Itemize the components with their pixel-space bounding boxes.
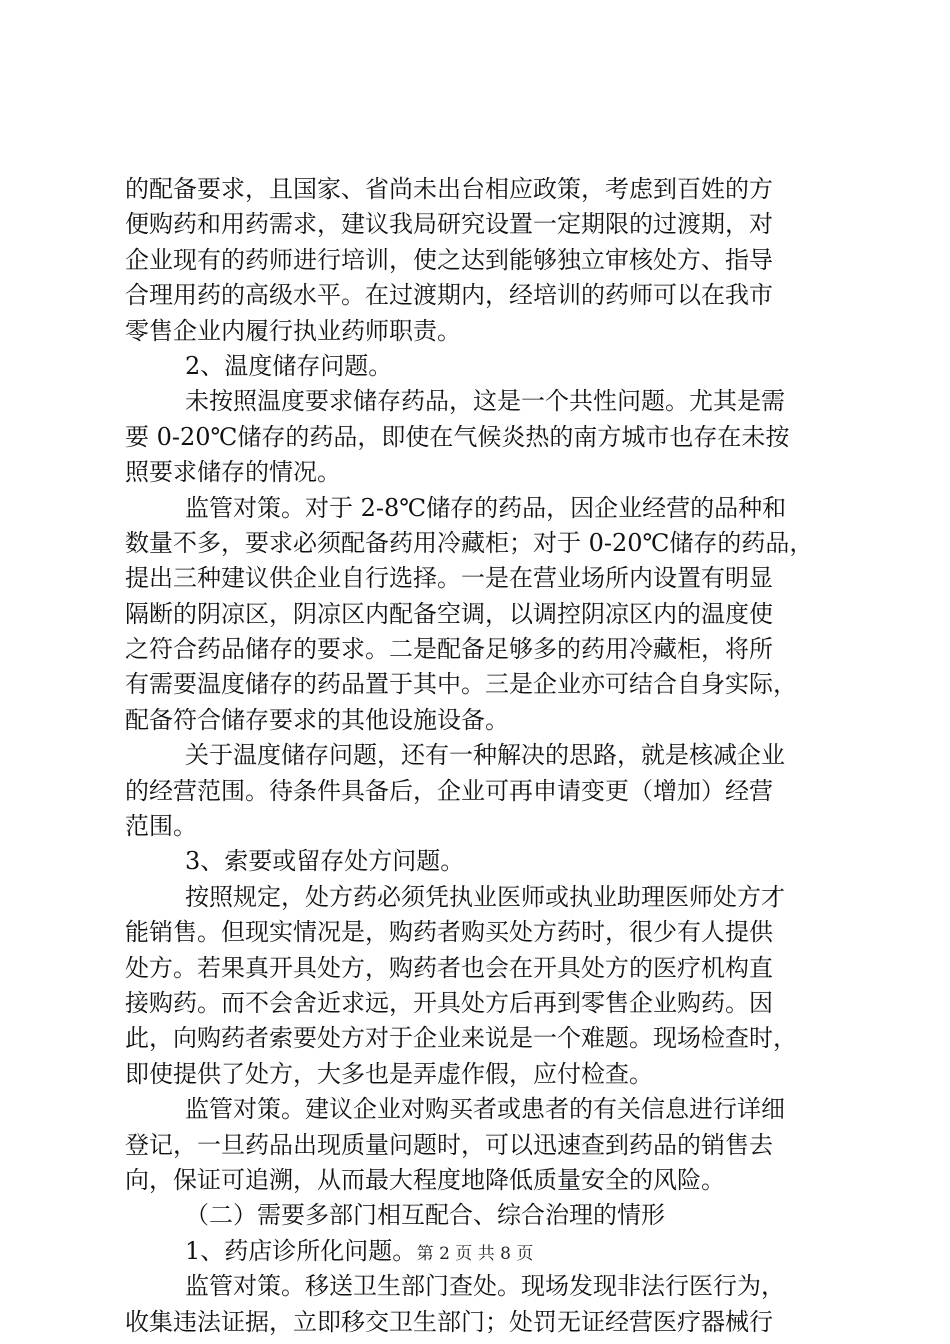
text-line: 照要求储存的情况。 xyxy=(125,458,341,487)
text-line: 未按照温度要求储存药品，这是一个共性问题。尤其是需 xyxy=(185,387,785,416)
text-line: 的配备要求，且国家、省尚未出台相应政策，考虑到百姓的方 xyxy=(125,175,773,203)
text-line: 之符合药品储存的要求。二是配备足够多的药用冷藏柜，将所 xyxy=(125,635,773,664)
text-line: 监管对策。移送卫生部门查处。现场发现非法行医行为， xyxy=(185,1272,785,1301)
text-line: 隔断的阴凉区，阴凉区内配备空调，以调控阴凉区内的温度使 xyxy=(125,599,773,628)
text-line: 合理用药的高级水平。在过渡期内，经培训的药师可以在我市 xyxy=(125,281,773,310)
text-line: 此，向购药者索要处方对于企业来说是一个难题。现场检查时， xyxy=(125,1024,797,1053)
text-line: 登记，一旦药品出现质量问题时，可以迅速查到药品的销售去 xyxy=(125,1130,773,1159)
text-line: 范围。 xyxy=(125,812,197,841)
text-line: 配备符合储存要求的其他设施设备。 xyxy=(125,705,509,734)
text-line: 处方。若果真开具处方，购药者也会在开具处方的医疗机构直 xyxy=(125,953,773,982)
text-line: 数量不多，要求必须配备药用冷藏柜；对于 0-20℃储存的药品， xyxy=(125,528,814,557)
text-line: 向，保证可追溯，从而最大程度地降低质量安全的风险。 xyxy=(125,1165,725,1194)
text-line: 有需要温度储存的药品置于其中。三是企业亦可结合自身实际， xyxy=(125,670,797,699)
text-line: 要 0-20℃储存的药品，即使在气候炎热的南方城市也存在未按 xyxy=(125,422,790,451)
text-line: 提出三种建议供企业自行选择。一是在营业场所内设置有明显 xyxy=(125,564,773,593)
text-line: （二）需要多部门相互配合、综合治理的情形 xyxy=(185,1201,665,1230)
text-line: 3、索要或留存处方问题。 xyxy=(185,847,465,876)
text-line: 能销售。但现实情况是，购药者购买处方药时，很少有人提供 xyxy=(125,918,773,947)
text-line: 即使提供了处方，大多也是弄虚作假，应付检查。 xyxy=(125,1059,653,1088)
text-line: 监管对策。对于 2-8℃储存的药品，因企业经营的品种和 xyxy=(185,493,787,522)
text-line: 收集违法证据，立即移交卫生部门；处罚无证经营医疗器械行 xyxy=(125,1307,773,1336)
text-line: 2、温度储存问题。 xyxy=(185,351,393,380)
text-line: 监管对策。建议企业对购买者或患者的有关信息进行详细 xyxy=(185,1095,785,1124)
document-body xyxy=(125,172,840,1340)
text-line: 零售企业内履行执业药师职责。 xyxy=(125,316,461,345)
text-line: 按照规定，处方药必须凭执业医师或执业助理医师处方才 xyxy=(185,882,785,911)
text-line: 便购药和用药需求，建议我局研究设置一定期限的过渡期，对 xyxy=(125,210,773,239)
text-line: 企业现有的药师进行培训，使之达到能够独立审核处方、指导 xyxy=(125,245,773,274)
text-line: 1、药店诊所化问题。 xyxy=(185,1236,417,1265)
text-line: 的经营范围。待条件具备后，企业可再申请变更（增加）经营 xyxy=(125,776,773,805)
text-line: 接购药。而不会舍近求远，开具处方后再到零售企业购药。因 xyxy=(125,988,773,1017)
text-line: 关于温度储存问题，还有一种解决的思路，就是核减企业 xyxy=(185,741,785,770)
page-footer: 第 2 页 共 8 页 xyxy=(416,1244,534,1264)
